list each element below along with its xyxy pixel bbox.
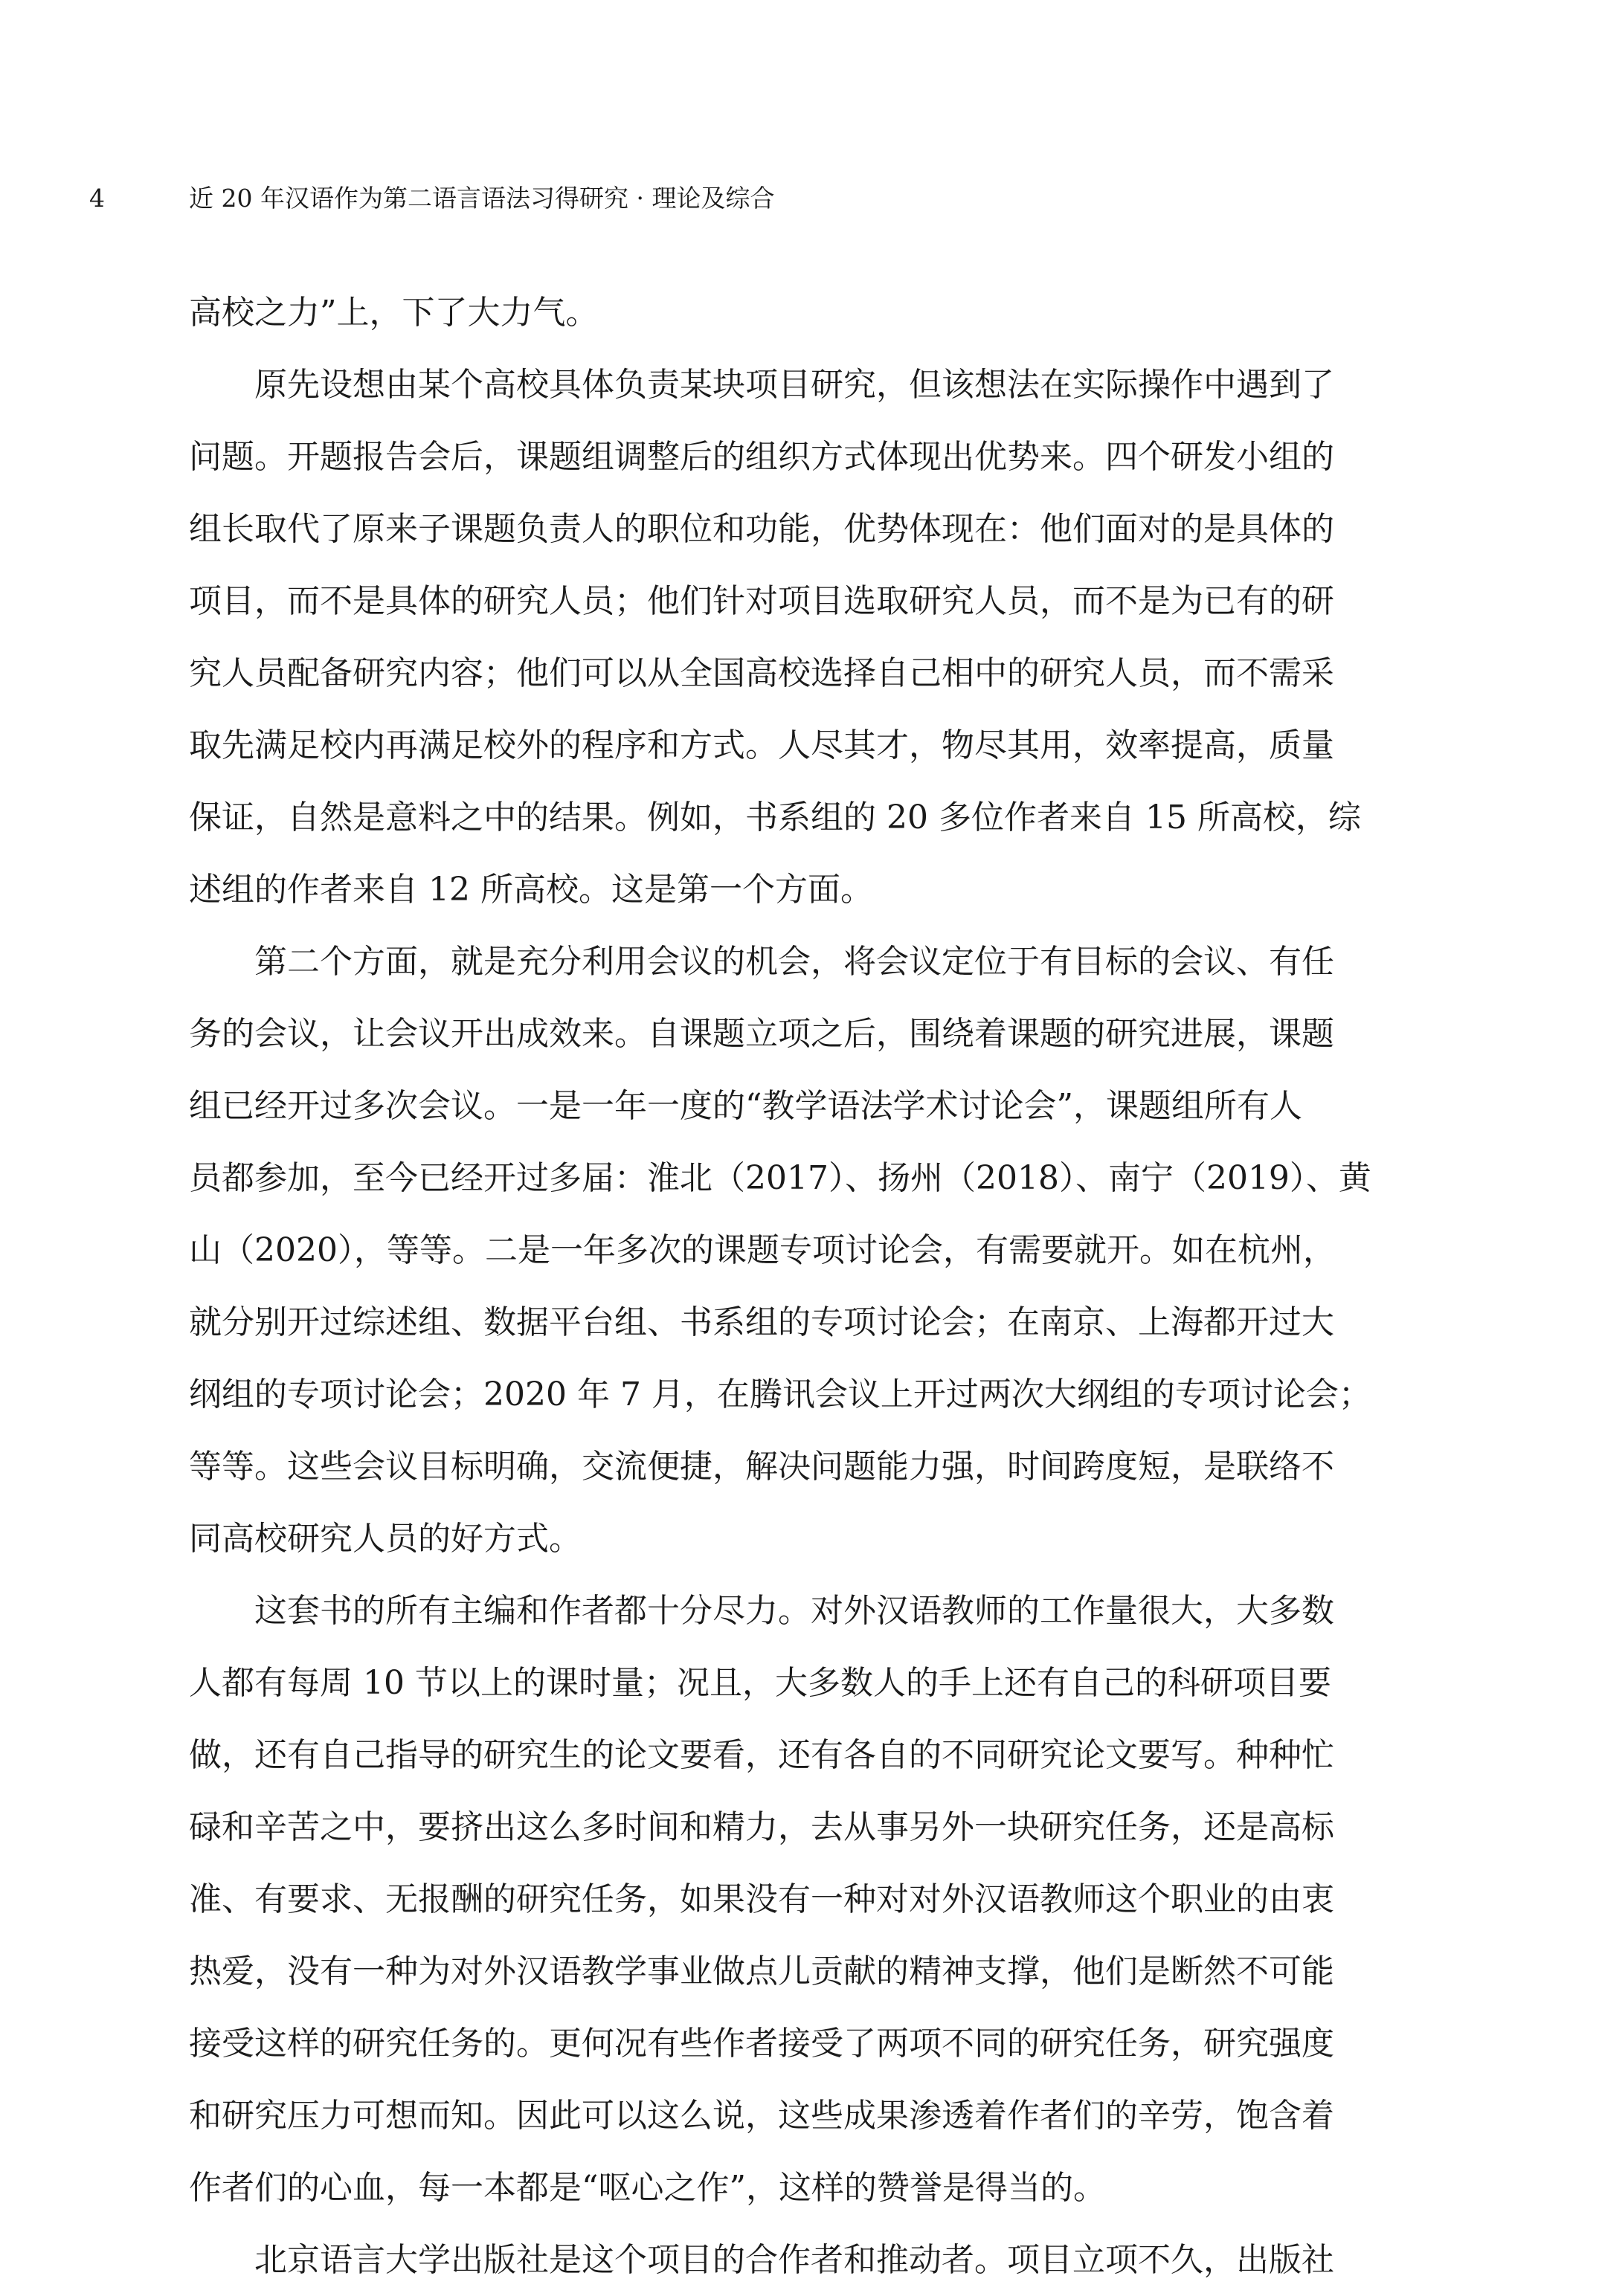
text-line: 等等。这些会议目标明确，交流便捷，解决问题能力强，时间跨度短，是联络不 bbox=[189, 1448, 1334, 1486]
body-text bbox=[189, 277, 1427, 2296]
text-line: 山（2020），等等。二是一年多次的课题专项讨论会，有需要就开。如在杭州， bbox=[189, 1231, 1336, 1269]
paragraph-first-line: 第二个方面，就是充分利用会议的机会，将会议定位于有目标的会议、有任 bbox=[254, 943, 1334, 981]
text-line: 和研究压力可想而知。因此可以这么说，这些成果渗透着作者们的辛劳，饱含着 bbox=[189, 2097, 1334, 2135]
text-line: 保证，自然是意料之中的结果。例如，书系组的 20 多位作者来自 15 所高校，综 bbox=[189, 799, 1361, 836]
text-line: 务的会议，让会议开出成效来。自课题立项之后，围绕着课题的研究进展，课题 bbox=[189, 1015, 1334, 1053]
text-line: 同高校研究人员的好方式。 bbox=[189, 1520, 582, 1558]
page-number: 4 bbox=[89, 184, 105, 213]
paragraph-first-line: 原先设想由某个高校具体负责某块项目研究，但该想法在实际操作中遇到了 bbox=[254, 366, 1334, 404]
text-line: 究人员配备研究内容；他们可以从全国高校选择自己相中的研究人员，而不需采 bbox=[189, 654, 1334, 692]
text-line: 碌和辛苦之中，要挤出这么多时间和精力，去从事另外一块研究任务，还是高标 bbox=[189, 1808, 1334, 1846]
text-line: 述组的作者来自 12 所高校。这是第一个方面。 bbox=[189, 871, 873, 909]
text-line: 人都有每周 10 节以上的课时量；况且，大多数人的手上还有自己的科研项目要 bbox=[189, 1664, 1331, 1702]
running-head bbox=[0, 180, 1599, 217]
text-line: 做，还有自己指导的研究生的论文要看，还有各自的不同研究论文要写。种种忙 bbox=[189, 1736, 1334, 1774]
text-line: 员都参加，至今已经开过多届：淮北（2017）、扬州（2018）、南宁（2019）、黄 bbox=[189, 1159, 1371, 1197]
text-line: 纲组的专项讨论会；2020 年 7 月，在腾讯会议上开过两次大纲组的专项讨论会； bbox=[189, 1376, 1371, 1413]
paragraph-first-line: 北京语言大学出版社是这个项目的合作者和推动者。项目立项不久，出版社 bbox=[254, 2241, 1334, 2279]
text-line: 问题。开题报告会后，课题组调整后的组织方式体现出优势来。四个研发小组的 bbox=[189, 438, 1334, 476]
text-line: 准、有要求、无报酬的研究任务，如果没有一种对对外汉语教师这个职业的由衷 bbox=[189, 1880, 1334, 1918]
text-line: 高校之力”上，下了大力气。 bbox=[189, 294, 599, 332]
text-line: 取先满足校内再满足校外的程序和方式。人尽其才，物尽其用，效率提高，质量 bbox=[189, 726, 1334, 764]
text-line: 作者们的心血，每一本都是“呕心之作”，这样的赞誉是得当的。 bbox=[189, 2169, 1106, 2207]
text-line: 接受这样的研究任务的。更何况有些作者接受了两项不同的研究任务，研究强度 bbox=[189, 2025, 1334, 2063]
book-title: 近 20 年汉语作为第二语言语法习得研究 · 理论及综合 bbox=[189, 184, 775, 213]
text-line: 热爱，没有一种为对外汉语教学事业做点儿贡献的精神支撑，他们是断然不可能 bbox=[189, 1952, 1334, 1990]
text-line: 就分别开过综述组、数据平台组、书系组的专项讨论会；在南京、上海都开过大 bbox=[189, 1303, 1334, 1341]
paragraph-first-line: 这套书的所有主编和作者都十分尽力。对外汉语教师的工作量很大，大多数 bbox=[254, 1592, 1334, 1630]
text-line: 组已经开过多次会议。一是一年一度的“教学语法学术讨论会”，课题组所有人 bbox=[189, 1087, 1302, 1125]
text-line: 项目，而不是具体的研究人员；他们针对项目选取研究人员，而不是为已有的研 bbox=[189, 582, 1334, 620]
text-line: 组长取代了原来子课题负责人的职位和功能，优势体现在：他们面对的是具体的 bbox=[189, 510, 1334, 548]
